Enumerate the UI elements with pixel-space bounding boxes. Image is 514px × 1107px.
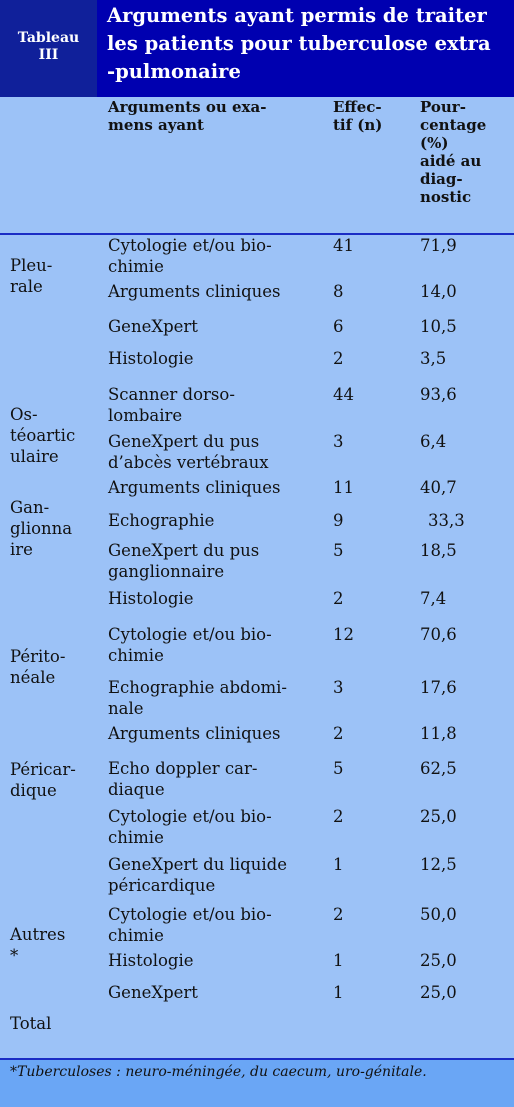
site-label xyxy=(10,759,76,801)
argument-cell xyxy=(108,806,272,848)
site-label xyxy=(10,404,75,467)
argument-cell xyxy=(108,316,198,337)
argument-line: chimie xyxy=(108,926,164,945)
argument-line: GeneXpert du liquide xyxy=(108,855,287,874)
argument-line: chimie xyxy=(108,828,164,847)
effectif-cell: 41 xyxy=(333,236,354,255)
pourcentage-cell: 25,0 xyxy=(420,951,457,970)
effectif-cell: 11 xyxy=(333,478,354,497)
title-line: Arguments ayant permis de traiter xyxy=(107,4,487,27)
column-header-arguments xyxy=(108,98,266,134)
site-label-line: Os- xyxy=(10,405,38,424)
site-label-line: Total xyxy=(10,1014,52,1033)
effectif-cell: 9 xyxy=(333,511,344,530)
header-line: aidé au xyxy=(420,152,482,170)
site-label-line: dique xyxy=(10,781,57,800)
pourcentage-cell: 25,0 xyxy=(420,983,457,1002)
site-label-line: téoartic xyxy=(10,426,76,445)
argument-cell xyxy=(108,540,259,582)
argument-cell xyxy=(108,723,281,744)
argument-line: Echographie xyxy=(108,511,215,530)
effectif-cell: 8 xyxy=(333,282,344,301)
argument-line: péricardique xyxy=(108,876,216,895)
header-line: (%) xyxy=(420,134,449,152)
argument-line: GeneXpert xyxy=(108,983,198,1002)
site-label-line: ire xyxy=(10,540,33,559)
site-label-line: Gan- xyxy=(10,498,50,517)
argument-line: ganglionnaire xyxy=(108,562,225,581)
pourcentage-cell: 70,6 xyxy=(420,625,457,644)
effectif-cell: 3 xyxy=(333,678,344,697)
site-label-line: Périto- xyxy=(10,647,66,666)
site-label-line: rale xyxy=(10,277,43,296)
pourcentage-cell: 12,5 xyxy=(420,855,457,874)
pourcentage-cell: 7,4 xyxy=(420,589,447,608)
column-header-effectif xyxy=(333,98,382,134)
effectif-cell: 1 xyxy=(333,855,344,874)
title-line: -pulmonaire xyxy=(107,60,241,83)
argument-line: chimie xyxy=(108,646,164,665)
argument-cell xyxy=(108,904,272,946)
argument-cell xyxy=(108,431,269,473)
header-line: Arguments ou exa- xyxy=(108,98,267,116)
argument-line: Histologie xyxy=(108,589,194,608)
pourcentage-cell: 10,5 xyxy=(420,317,457,336)
argument-line: Echographie abdomi- xyxy=(108,678,288,697)
effectif-cell: 3 xyxy=(333,432,344,451)
pourcentage-cell: 11,8 xyxy=(420,724,457,743)
argument-cell xyxy=(108,588,194,609)
pourcentage-cell: 3,5 xyxy=(420,349,447,368)
table-label-line1: Tableau xyxy=(17,30,80,46)
table-label-line2: III xyxy=(38,47,59,63)
argument-line: GeneXpert du pus xyxy=(108,541,260,560)
header-line: mens ayant xyxy=(108,116,204,134)
site-label-line: glionna xyxy=(10,519,73,538)
argument-cell xyxy=(108,758,257,800)
site-label-line: Péricar- xyxy=(10,760,76,779)
argument-line: Echo doppler car- xyxy=(108,759,258,778)
argument-cell xyxy=(108,477,281,498)
column-header-pourcentage xyxy=(420,98,486,206)
argument-cell xyxy=(108,348,194,369)
argument-cell xyxy=(108,624,272,666)
pourcentage-cell: 25,0 xyxy=(420,807,457,826)
site-label xyxy=(10,497,72,560)
effectif-cell: 1 xyxy=(333,983,344,1002)
table-title xyxy=(97,0,514,97)
argument-line: Histologie xyxy=(108,951,194,970)
effectif-cell: 2 xyxy=(333,589,344,608)
site-label xyxy=(10,255,52,297)
pourcentage-cell: 93,6 xyxy=(420,385,457,404)
footnote: *Tuberculoses : neuro-méningée, du caecum, uro-génitale. xyxy=(0,1060,514,1107)
argument-line: Arguments cliniques xyxy=(108,724,281,743)
site-label xyxy=(10,924,65,966)
effectif-cell: 5 xyxy=(333,759,344,778)
pourcentage-cell: 62,5 xyxy=(420,759,457,778)
pourcentage-cell: 17,6 xyxy=(420,678,457,697)
pourcentage-cell: 40,7 xyxy=(420,478,457,497)
site-label xyxy=(10,1013,51,1034)
argument-line: GeneXpert du pus xyxy=(108,432,260,451)
effectif-cell: 1 xyxy=(333,951,344,970)
pourcentage-cell: 6,4 xyxy=(420,432,447,451)
effectif-cell: 2 xyxy=(333,905,344,924)
argument-line: Cytologie et/ou bio- xyxy=(108,807,272,826)
site-label-line: Autres xyxy=(10,925,66,944)
pourcentage-cell: 71,9 xyxy=(420,236,457,255)
argument-line: Scanner dorso- xyxy=(108,385,235,404)
header-line: diag- xyxy=(420,170,463,188)
header-line: Effec- xyxy=(333,98,382,116)
argument-line: Cytologie et/ou bio- xyxy=(108,625,272,644)
argument-cell xyxy=(108,235,272,277)
argument-line: Arguments cliniques xyxy=(108,478,281,497)
site-label xyxy=(10,646,65,688)
argument-line: GeneXpert xyxy=(108,317,198,336)
argument-cell xyxy=(108,677,287,719)
site-label-line: * xyxy=(10,946,19,965)
argument-line: diaque xyxy=(108,780,165,799)
effectif-cell: 6 xyxy=(333,317,344,336)
argument-line: Cytologie et/ou bio- xyxy=(108,905,272,924)
pourcentage-cell: 14,0 xyxy=(420,282,457,301)
header-line: nostic xyxy=(420,188,472,206)
site-label-line: ulaire xyxy=(10,447,59,466)
argument-cell xyxy=(108,510,214,531)
header-line: tif (n) xyxy=(333,116,383,134)
argument-line: Histologie xyxy=(108,349,194,368)
header-line: centage xyxy=(420,116,487,134)
argument-cell xyxy=(108,281,281,302)
pourcentage-cell: 18,5 xyxy=(420,541,457,560)
effectif-cell: 12 xyxy=(333,625,354,644)
argument-cell xyxy=(108,384,235,426)
argument-line: nale xyxy=(108,699,144,718)
effectif-cell: 2 xyxy=(333,807,344,826)
title-line: les patients pour tuberculose extra xyxy=(107,32,491,55)
argument-cell xyxy=(108,854,287,896)
argument-line: chimie xyxy=(108,257,164,276)
argument-cell xyxy=(108,982,198,1003)
argument-line: Cytologie et/ou bio- xyxy=(108,236,272,255)
site-label-line: néale xyxy=(10,668,56,687)
effectif-cell: 44 xyxy=(333,385,354,404)
effectif-cell: 5 xyxy=(333,541,344,560)
argument-line: d’abcès vertébraux xyxy=(108,453,269,472)
effectif-cell: 2 xyxy=(333,724,344,743)
pourcentage-cell: 33,3 xyxy=(428,511,465,530)
table-label xyxy=(0,0,97,97)
pourcentage-cell: 50,0 xyxy=(420,905,457,924)
argument-line: lombaire xyxy=(108,406,183,425)
site-label-line: Pleu- xyxy=(10,256,53,275)
effectif-cell: 2 xyxy=(333,349,344,368)
argument-cell xyxy=(108,950,194,971)
header-line: Pour- xyxy=(420,98,466,116)
argument-line: Arguments cliniques xyxy=(108,282,281,301)
